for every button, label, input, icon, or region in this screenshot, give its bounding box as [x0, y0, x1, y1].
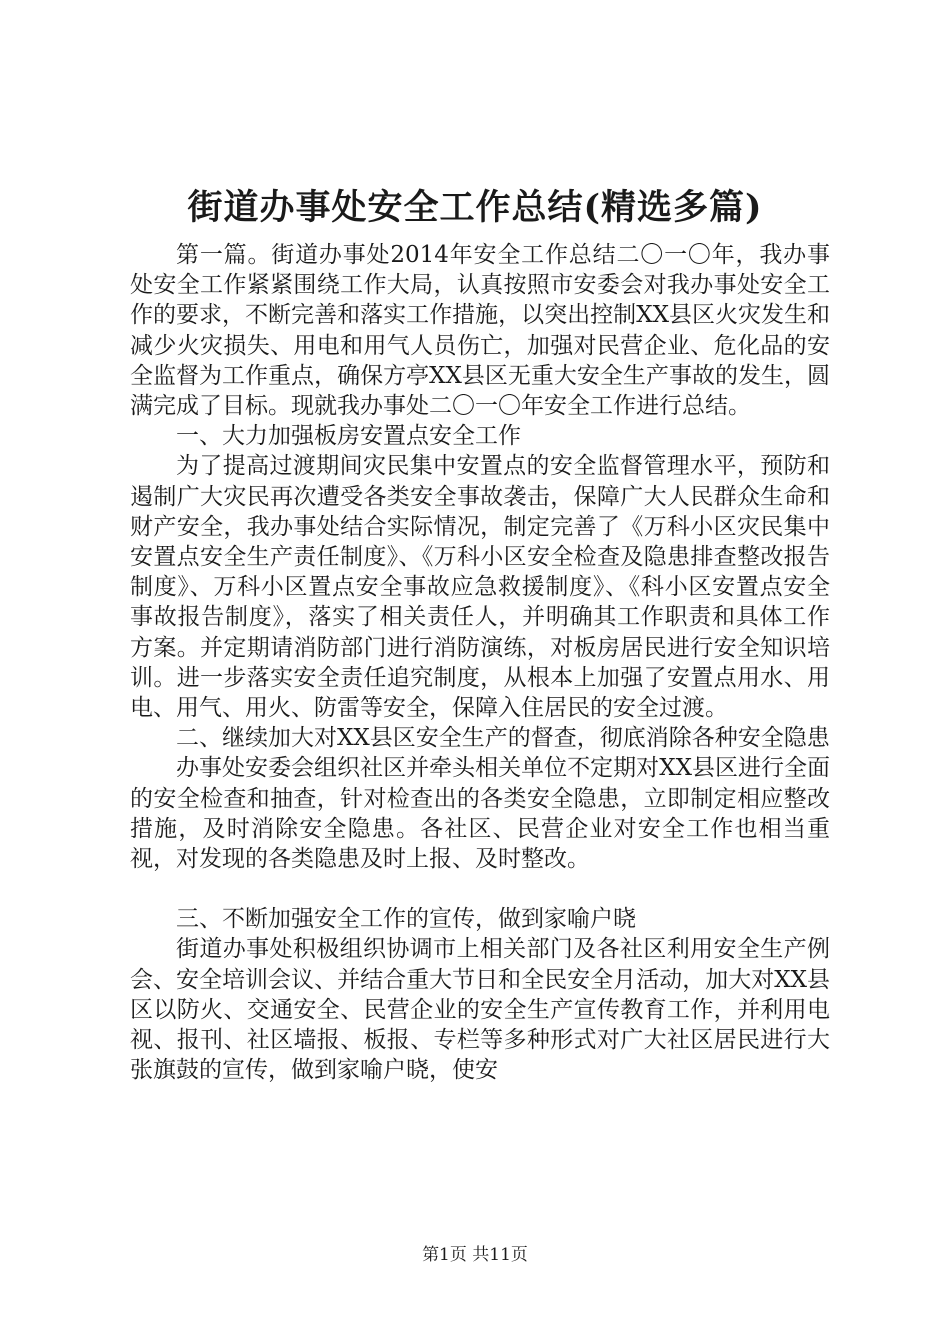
- paragraph-section-2: 办事处安委会组织社区并牵头相关单位不定期对XX县区进行全面的安全检查和抽查，针对检查出的各类安全隐患，立即制定相应整改措施，及时消除安全隐患。各社区、民营企业对安全工作也相当重视，对发现的各类隐患及时上报、及时整改。: [130, 755, 830, 873]
- document-title: 街道办事处安全工作总结(精选多篇): [187, 187, 763, 228]
- section-heading-3: 三、不断加强安全工作的宣传，做到家喻户晓: [176, 906, 636, 933]
- section-heading-1: 一、大力加强板房安置点安全工作: [176, 423, 521, 450]
- paragraph-section-1: 为了提高过渡期间灾民集中安置点的安全监督管理水平，预防和遏制广大灾民再次遭受各类安全事故袭击，保障广大人民群众生命和财产安全，我办事处结合实际情况，制定完善了《万科小区灾民集中安置点安全生产责任制度》、《万科小区安全检查及隐患排查整改报告制度》、万科小区置点安全事故应急救援制度》、《科小区安置点安全事故报告制度》，落实了相关责任人，并明确其工作职责和具体工作方案。并定期请消防部门进行消防演练，对板房居民进行安全知识培训。进一步落实安全责任追究制度，从根本上加强了安置点用水、用电、用气、用火、防雷等安全，保障入住居民的安全过渡。: [130, 453, 830, 722]
- section-heading-2: 二、继续加大对XX县区安全生产的督查，彻底消除各种安全隐患: [176, 725, 830, 752]
- page-footer: 第1页 共11页: [422, 1245, 528, 1265]
- document-body: [130, 240, 830, 1085]
- paragraph-intro: 第一篇。街道办事处2014年安全工作总结二〇一〇年，我办事处安全工作紧紧围绕工作大局，认真按照市安委会对我办事处安全工作的要求，不断完善和落实工作措施，以突出控制XX县区火灾发生和减少火灾损失、用电和用气人员伤亡，加强对民营企业、危化品的安全监督为工作重点，确保方亭XX县区无重大安全生产事故的发生，圆满完成了目标。现就我办事处二〇一〇年安全工作进行总结。: [130, 242, 830, 420]
- paragraph-section-3: 街道办事处积极组织协调市上相关部门及各社区利用安全生产例会、安全培训会议、并结合重大节日和全民安全月活动，加大对XX县区以防火、交通安全、民营企业的安全生产宣传教育工作，并利用电视、报刊、社区墙报、板报、专栏等多种形式对广大社区居民进行大张旗鼓的宣传，做到家喻户晓，使安: [130, 936, 830, 1084]
